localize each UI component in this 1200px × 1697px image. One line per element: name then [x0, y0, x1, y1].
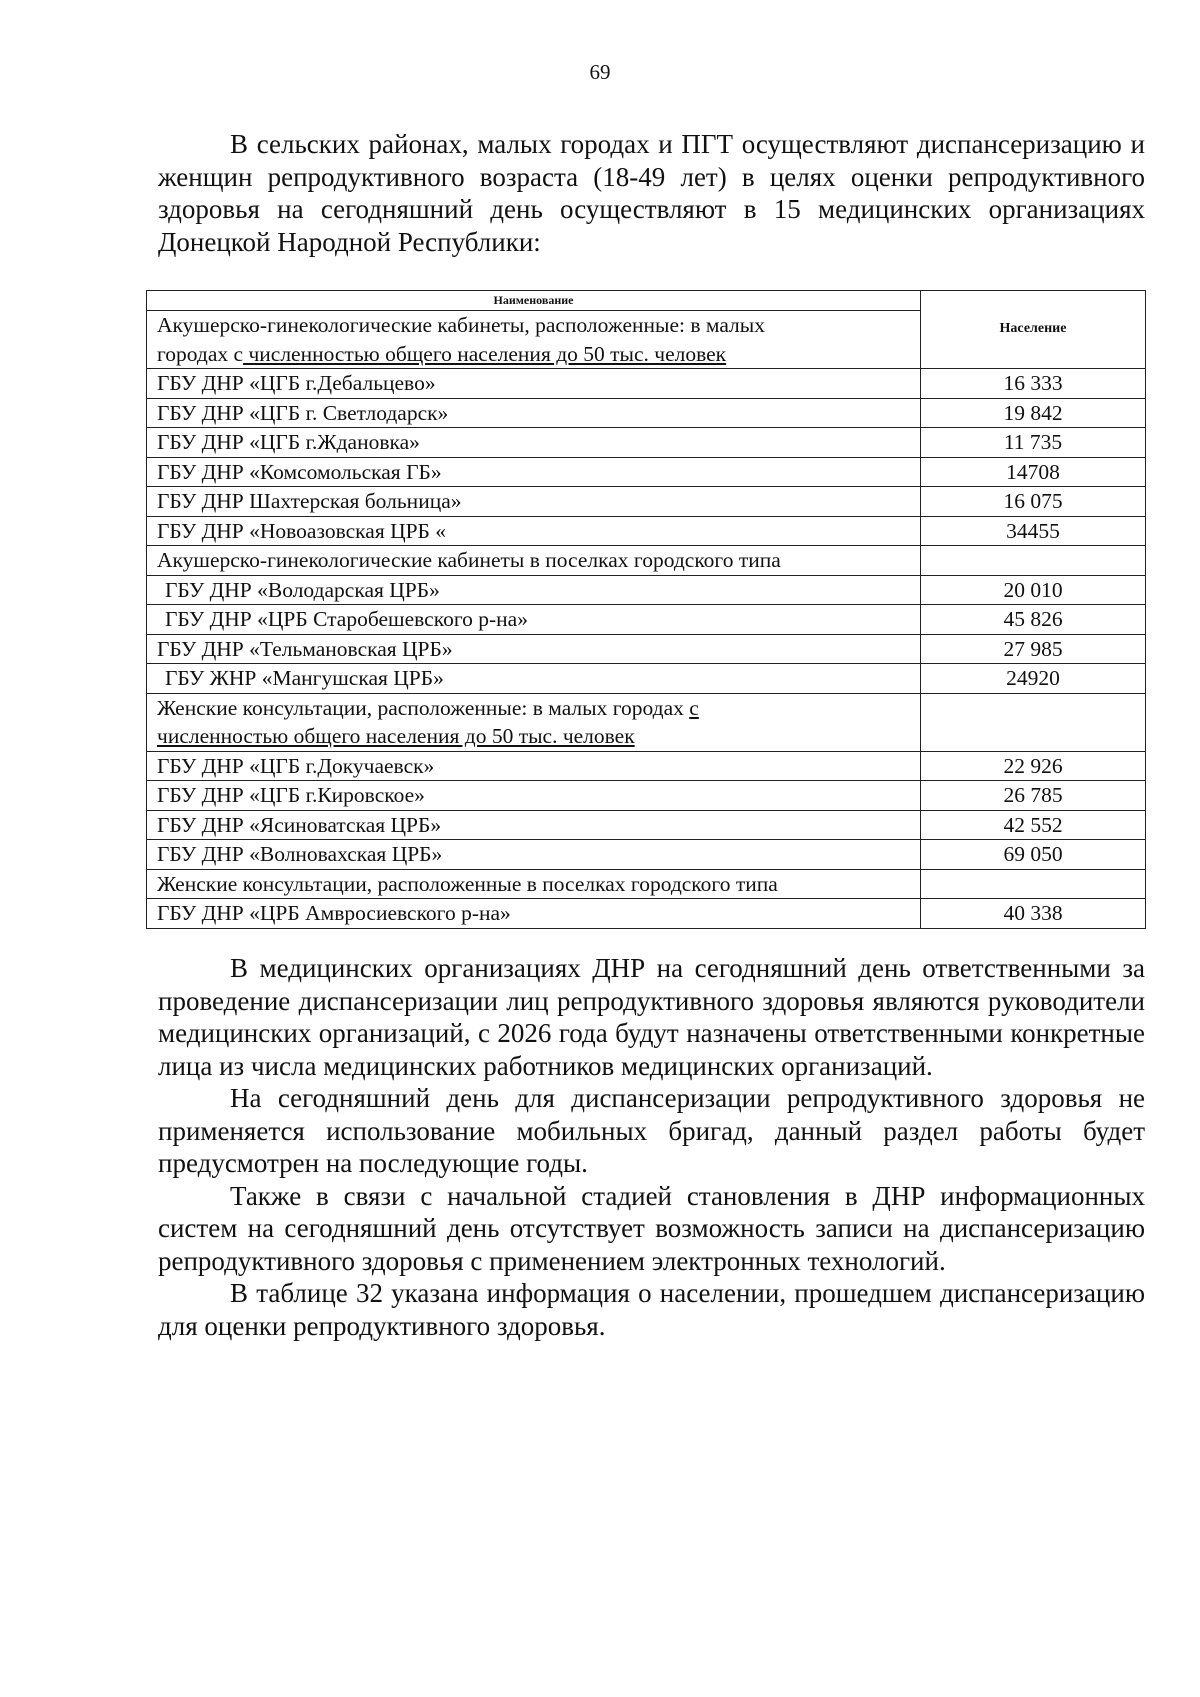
intro-paragraph: В сельских районах, малых городах и ПГТ осуществляют диспансеризацию и женщин репродуктивного возраста (18-49 лет) в целях оценки репродуктивного здоровья на сегодняшний день осуществляют в 15 медицинских организациях Донецкой Народной Республики: [158, 129, 1145, 257]
section-title [147, 311, 921, 369]
section-title-line: Женские консультации, расположенные: в малых городах [157, 695, 690, 720]
body-paragraph: Также в связи с начальной стадией становления в ДНР информационных систем на сегодняшний день отсутствует возможность записи на диспансеризацию репродуктивного здоровья с применением электронных технологий. [158, 1180, 1145, 1276]
section-title: Женские консультации, расположенные в поселках городского типа [147, 869, 921, 899]
org-name: ГБУ ДНР Шахтерская больница» [147, 487, 921, 517]
table-row [147, 428, 1146, 458]
population-value: 19 842 [921, 398, 1146, 428]
body-text [158, 952, 1145, 1342]
org-name: ГБУ ДНР «ЦГБ г.Ждановка» [147, 428, 921, 458]
org-name: ГБУ ЖНР «Мангушская ЦРБ» [147, 664, 921, 694]
body-paragraph: На сегодняшний день для диспансеризации репродуктивного здоровья не применяется использование мобильных бригад, данный раздел работы будет предусмотрен на последующие годы. [158, 1083, 1145, 1178]
population-value: 42 552 [921, 810, 1146, 840]
table-row [147, 810, 1146, 840]
org-name: ГБУ ДНР «Комсомольская ГБ» [147, 457, 921, 487]
org-name: ГБУ ДНР «Волновахская ЦРБ» [147, 840, 921, 870]
section-title-underlined: численностью общего населения до 50 тыс. человек [157, 724, 635, 748]
header-name: Наименование [147, 291, 921, 311]
org-name: ГБУ ДНР «Тельмановская ЦРБ» [147, 634, 921, 664]
page-number: 69 [589, 60, 611, 84]
population-value: 34455 [921, 516, 1146, 546]
empty-cell [921, 546, 1146, 576]
header-population: Население [921, 291, 1146, 369]
table-row [147, 899, 1146, 929]
section-title-underlined: численностью общего населения до 50 тыс. человек [243, 341, 727, 366]
body-paragraph: В таблице 32 указана информация о населении, прошедшем диспансеризацию для оценки репродуктивного здоровья. [158, 1278, 1145, 1341]
table-row [147, 369, 1146, 399]
organizations-table [146, 290, 1146, 929]
population-value: 14708 [921, 457, 1146, 487]
population-value: 45 826 [921, 605, 1146, 635]
section-title [147, 693, 921, 751]
table-row [147, 840, 1146, 870]
population-value: 11 735 [921, 428, 1146, 458]
table-row [147, 487, 1146, 517]
table-header-row [147, 291, 1146, 311]
population-value: 69 050 [921, 840, 1146, 870]
population-value: 27 985 [921, 634, 1146, 664]
population-value: 26 785 [921, 781, 1146, 811]
table-row [147, 781, 1146, 811]
population-value: 16 075 [921, 487, 1146, 517]
section-title-underlined: с [689, 695, 699, 720]
table-row [147, 398, 1146, 428]
section-row [147, 693, 1146, 751]
org-name: ГБУ ДНР «Новоазовская ЦРБ « [147, 516, 921, 546]
org-name: ГБУ ДНР «Ясиноватская ЦРБ» [147, 810, 921, 840]
population-value: 20 010 [921, 575, 1146, 605]
org-name: ГБУ ДНР «ЦГБ г.Дебальцево» [147, 369, 921, 399]
population-value: 24920 [921, 664, 1146, 694]
table-row [147, 664, 1146, 694]
org-name: ГБУ ДНР «ЦРБ Амвросиевского р-на» [147, 899, 921, 929]
empty-cell [921, 869, 1146, 899]
table-row [147, 751, 1146, 781]
table-row [147, 575, 1146, 605]
empty-cell [921, 693, 1146, 751]
org-name: ГБУ ДНР «ЦРБ Старобешевского р-на» [147, 605, 921, 635]
population-value: 22 926 [921, 751, 1146, 781]
org-name: ГБУ ДНР «ЦГБ г. Светлодарск» [147, 398, 921, 428]
table-row [147, 516, 1146, 546]
section-title-line: Акушерско-гинекологические кабинеты, расположенные: в малых [157, 313, 765, 337]
table-row [147, 634, 1146, 664]
section-row [147, 869, 1146, 899]
table-row [147, 605, 1146, 635]
org-name: ГБУ ДНР «ЦГБ г.Кировское» [147, 781, 921, 811]
population-value: 40 338 [921, 899, 1146, 929]
org-name: ГБУ ДНР «Володарская ЦРБ» [147, 575, 921, 605]
section-title: Акушерско-гинекологические кабинеты в поселках городского типа [147, 546, 921, 576]
org-name: ГБУ ДНР «ЦГБ г.Докучаевск» [147, 751, 921, 781]
table-row [147, 457, 1146, 487]
section-row [147, 546, 1146, 576]
section-title-line: городах с [157, 341, 244, 366]
body-paragraph: В медицинских организациях ДНР на сегодняшний день ответственными за проведение диспансеризации лиц репродуктивного здоровья являются руководители медицинских организаций, с 2026 года будут назначены ответственными конкретные лица из числа медицинских работников медицинских организаций. [158, 953, 1145, 1081]
population-value: 16 333 [921, 369, 1146, 399]
